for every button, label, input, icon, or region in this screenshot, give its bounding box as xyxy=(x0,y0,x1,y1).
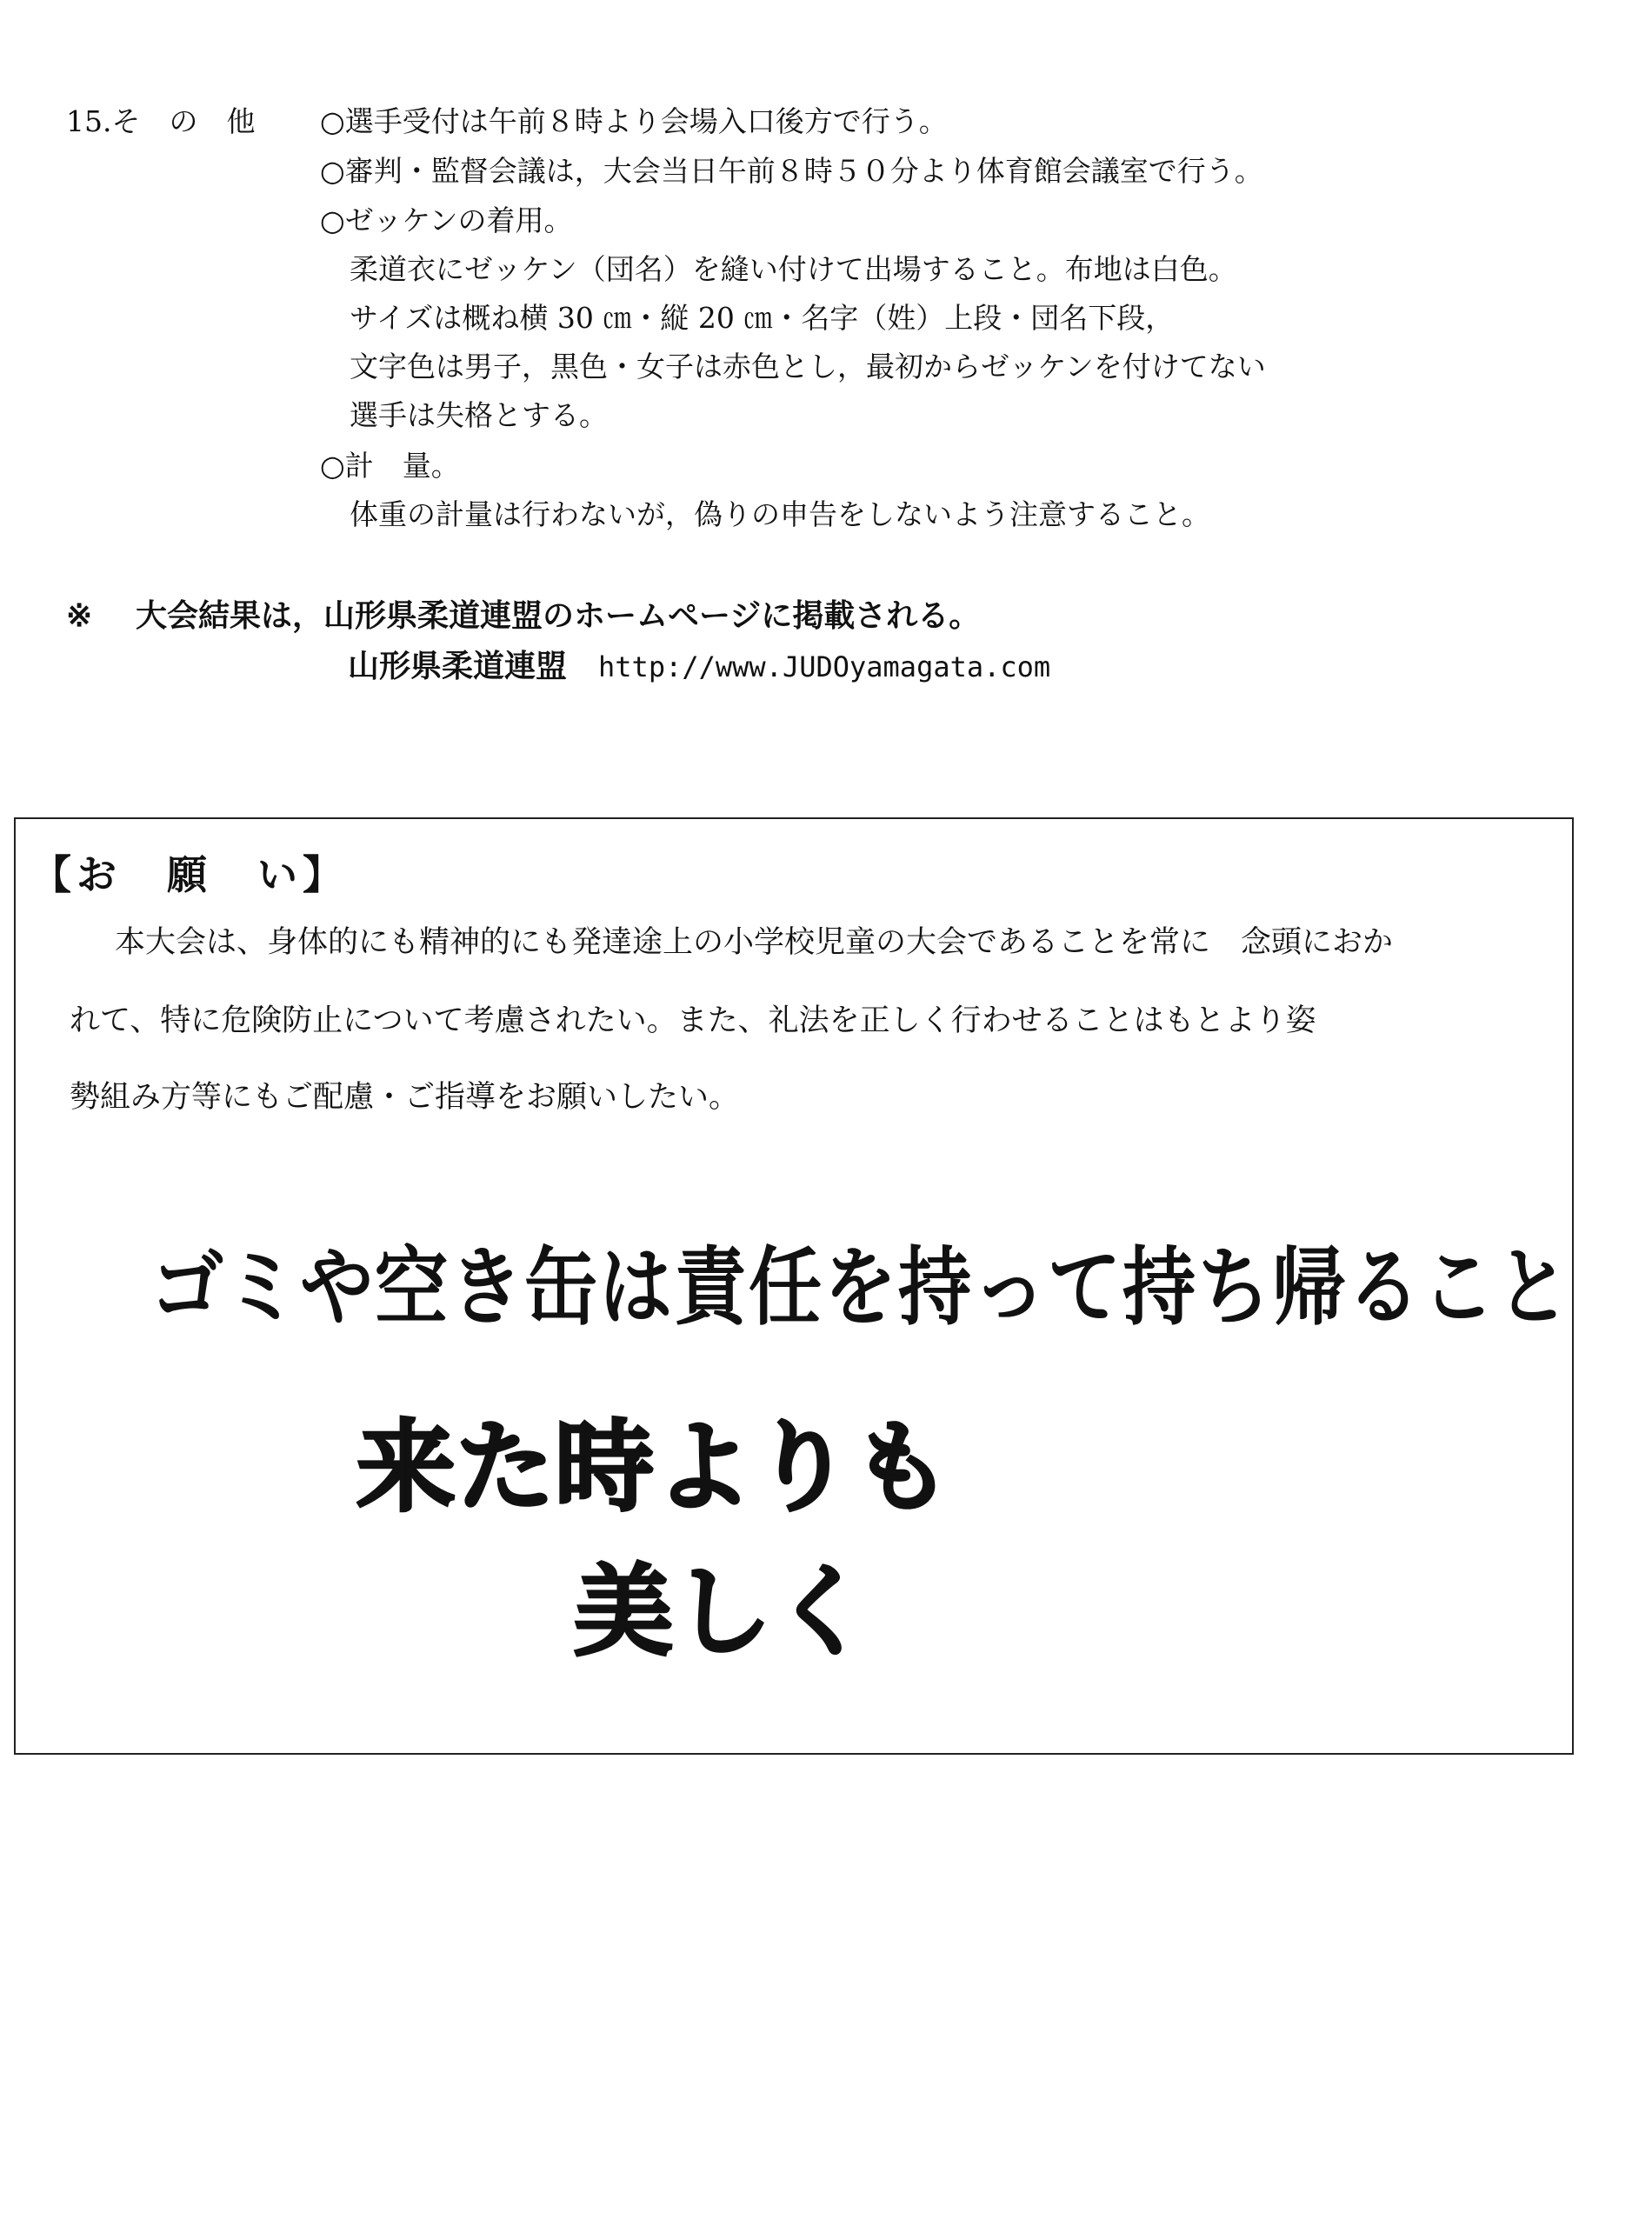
org-name: 山形県柔道連盟 xyxy=(348,648,568,684)
bullet-reception: ○選手受付は午前８時より会場入口後方で行う。 xyxy=(320,104,948,138)
clean-slogan-line-2: 美しく xyxy=(574,1554,872,1670)
weigh-in-detail: 体重の計量は行わないが，偽りの申告をしないよう注意すること。 xyxy=(350,497,1210,531)
results-website xyxy=(348,649,1050,684)
request-box xyxy=(14,817,1574,1755)
trash-slogan: ゴミや空き缶は責任を持って持ち帰ること xyxy=(150,1238,1572,1337)
clean-slogan-line-1: 来た時よりも xyxy=(356,1410,952,1525)
request-paragraph-line-1: 本大会は、身体的にも精神的にも発達途上の小学校児童の大会であることを常に 念頭におか xyxy=(115,925,1394,960)
bullet-weigh-in: ○計 量。 xyxy=(320,449,460,483)
results-note xyxy=(66,598,980,633)
section-label: 15.そ の 他 xyxy=(66,104,256,138)
zekken-detail-1: 柔道衣にゼッケン（団名）を縫い付けて出場すること。布地は白色。 xyxy=(350,252,1237,286)
request-title: 【お 願 い】 xyxy=(31,851,348,898)
request-paragraph-line-2: れて、特に危険防止について考慮されたい。また、礼法を正しく行わせることはもとより姿 xyxy=(70,1003,1316,1038)
zekken-detail-3: 文字色は男子，黒色・女子は赤色とし，最初からゼッケンを付けてない xyxy=(350,350,1266,383)
request-paragraph-line-3: 勢組み方等にもご配慮・ご指導をお願いしたい。 xyxy=(70,1080,740,1115)
zekken-detail-4: 選手は失格とする。 xyxy=(350,398,608,432)
reference-mark: ※ xyxy=(66,597,93,634)
zekken-detail-2: サイズは概ね横 30 ㎝・縦 20 ㎝・名字（姓）上段・団名下段， xyxy=(350,301,1175,335)
website-url: http://www.JUDOyamagata.com xyxy=(598,650,1051,683)
results-note-text: 大会結果は，山形県柔道連盟のホームページに掲載される。 xyxy=(136,597,981,634)
bullet-meeting: ○審判・監督会議は，大会当日午前８時５０分より体育館会議室で行う。 xyxy=(320,154,1263,188)
bullet-zekken: ○ゼッケンの着用。 xyxy=(320,203,573,237)
